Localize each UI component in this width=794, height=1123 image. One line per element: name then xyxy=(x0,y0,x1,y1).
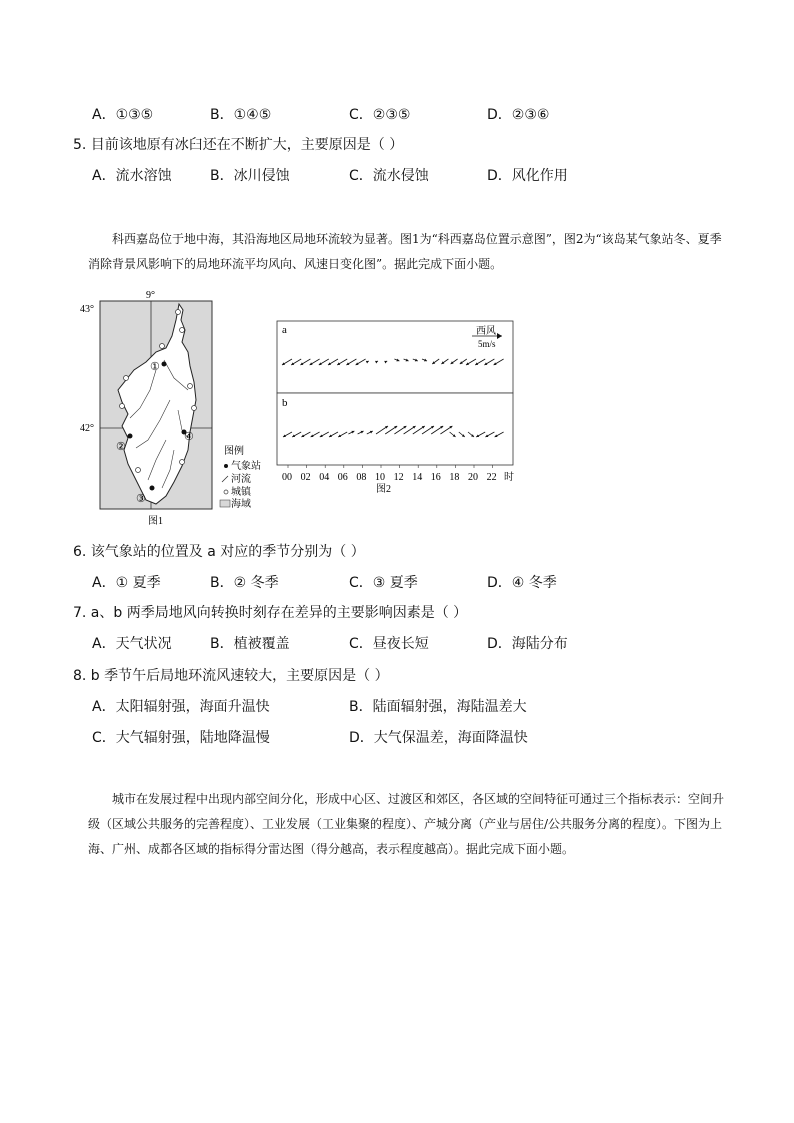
station-2 xyxy=(128,434,133,439)
hour-label-10: 10 xyxy=(375,472,385,483)
q4-option-d: D．②③⑥ xyxy=(487,107,550,123)
hour-label-06: 06 xyxy=(337,472,348,483)
q4-option-b: B．①④⑤ xyxy=(210,107,272,123)
hour-axis xyxy=(282,465,497,483)
town-3 xyxy=(160,344,165,349)
legend-sea: 海域 xyxy=(231,499,251,510)
hour-label-18: 18 xyxy=(449,472,460,483)
hour-label-16: 16 xyxy=(430,472,441,483)
town-4 xyxy=(124,376,129,381)
legend-station-icon xyxy=(224,464,228,468)
town-6 xyxy=(188,384,193,389)
station-label-1: ① xyxy=(150,361,160,373)
panel-b-frame xyxy=(277,393,513,465)
station-label-3: ③ xyxy=(136,493,146,505)
legend-river: 河流 xyxy=(231,474,251,485)
hour-label-12: 12 xyxy=(393,472,404,483)
passage-corsica: 科西嘉岛位于地中海，其沿海地区局地环流较为显著。图1为“科西嘉岛位置示意图”，图2为“该岛某气象站冬、夏季消除背景风影响下的局地环流平均风向、风速日变化图”。据此完成下面小题。 xyxy=(88,232,722,271)
legend-town-icon xyxy=(224,490,228,494)
town-8 xyxy=(180,460,185,465)
figure2-wind-diagram xyxy=(272,316,522,494)
q4-option-c: C．②③⑤ xyxy=(349,107,411,123)
station-label-2: ② xyxy=(116,441,126,453)
legend-title: 图例 xyxy=(224,446,244,457)
q5-option-b: B．冰川侵蚀 xyxy=(210,168,290,184)
q7-option-c: C．昼夜长短 xyxy=(349,636,429,652)
passage-urban: 城市在发展过程中出现内部空间分化，形成中心区、过渡区和郊区，各区域的空间特征可通过三个指标表示：空间升级（区域公共服务的完善程度）、工业发展（工业集聚的程度）、产城分离（产业与居住/公共服务分离的程度）。下图为上海、广州、成都各区域的指标得分雷达图（得分越高，表示程度越高）。据此完成下面小题。 xyxy=(88,792,725,856)
lon-label: 9° xyxy=(146,290,155,301)
lat-label-mid: 42° xyxy=(80,423,94,434)
q7-option-b: B．植被覆盖 xyxy=(210,636,290,652)
wind-direction-label: 西风 xyxy=(476,326,496,337)
figure1-corsica-map xyxy=(78,290,261,530)
town-5 xyxy=(120,404,125,409)
station-3 xyxy=(150,486,155,491)
q7-option-d: D．海陆分布 xyxy=(487,636,568,652)
q5-option-c: C．流水侵蚀 xyxy=(349,168,429,184)
legend-river-icon xyxy=(222,476,228,482)
q8-option-a: A．太阳辐射强，海面升温快 xyxy=(92,699,270,715)
town-7 xyxy=(192,406,197,411)
hour-label-14: 14 xyxy=(412,472,423,483)
q6-option-d: D．④ 冬季 xyxy=(487,575,557,591)
station-1 xyxy=(162,362,167,367)
town-2 xyxy=(180,328,185,333)
panel-b-label: b xyxy=(282,397,288,409)
q8-stem: 8. b 季节午后局地环流风速较大，主要原因是（ ） xyxy=(73,668,389,684)
q4-option-a: A．①③⑤ xyxy=(92,107,154,123)
q6-stem: 6. 该气象站的位置及 a 对应的季节分别为（ ） xyxy=(73,544,365,560)
q8-option-b: B．陆面辐射强，海陆温差大 xyxy=(349,699,527,715)
hour-unit: 时 xyxy=(504,472,514,483)
town-1 xyxy=(176,310,181,315)
legend-station: 气象站 xyxy=(231,461,261,472)
q5-stem: 5. 目前该地原有冰臼还在不断扩大，主要原因是（ ） xyxy=(73,137,404,153)
q8-option-d: D．大气保温差，海面降温快 xyxy=(349,730,528,746)
hour-label-04: 04 xyxy=(319,472,330,483)
hour-label-02: 02 xyxy=(300,472,311,483)
q6-option-c: C．③ 夏季 xyxy=(349,575,418,591)
q6-option-b: B．② 冬季 xyxy=(210,575,279,591)
q7-option-a: A．天气状况 xyxy=(92,636,172,652)
hour-label-20: 20 xyxy=(468,472,478,483)
station-label-4: ④ xyxy=(184,431,194,443)
town-9 xyxy=(136,468,141,473)
figure2-caption: 图2 xyxy=(376,484,391,495)
q5-option-a: A．流水溶蚀 xyxy=(92,168,172,184)
legend-town: 城镇 xyxy=(231,487,251,498)
q5-option-d: D．风化作用 xyxy=(487,168,568,184)
panel-a-label: a xyxy=(282,324,287,336)
hour-label-08: 08 xyxy=(356,472,367,483)
lat-label-top: 43° xyxy=(80,304,94,315)
speed-scale-label: 5m/s xyxy=(478,339,496,349)
hour-label-22: 22 xyxy=(486,472,497,483)
hour-label-00: 00 xyxy=(282,472,292,483)
q6-option-a: A．① 夏季 xyxy=(92,575,161,591)
figure1-caption: 图1 xyxy=(148,516,163,527)
q7-stem: 7. a、b 两季局地风向转换时刻存在差异的主要影响因素是（ ） xyxy=(73,605,468,621)
legend-sea-icon xyxy=(220,500,230,507)
q8-option-c: C．大气辐射强，陆地降温慢 xyxy=(92,730,270,746)
